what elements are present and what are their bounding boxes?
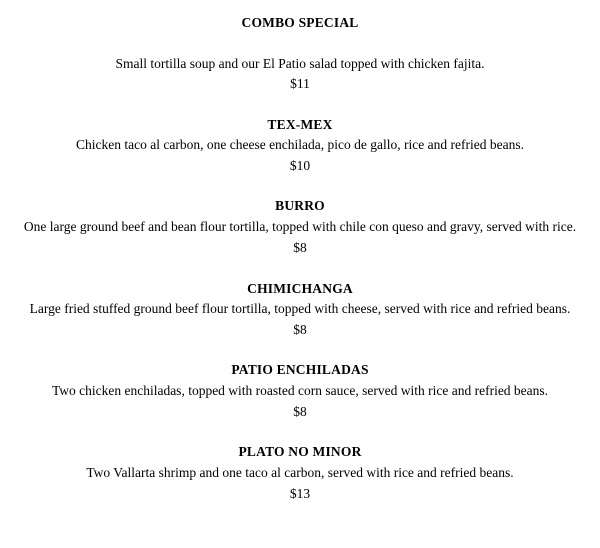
menu-item-price: $10 [289,158,311,173]
menu-item-price: $8 [293,240,307,255]
menu-item-title: BURRO [275,198,325,213]
menu-item-title: CHIMICHANGA [247,281,353,296]
menu-item-price: $13 [289,486,311,501]
menu-item-description: Two Vallarta shrimp and one taco al carbon, served with rice and refried beans. [86,465,514,480]
menu-item-description: Chicken taco al carbon, one cheese enchilada, pico de gallo, rice and refried beans. [76,137,524,152]
menu-item-description: One large ground beef and bean flour tortilla, topped with chile con queso and gravy, served with rice. [23,219,577,234]
menu-item-description: Small tortilla soup and our El Patio salad topped with chicken fajita. [115,56,485,71]
menu-item-price: $11 [290,76,310,91]
menu-item-description: Large fried stuffed ground beef flour tortilla, topped with cheese, served with rice and refried beans. [29,301,571,316]
menu-item-title: TEX-MEX [267,117,333,132]
menu-item-title: PLATO NO MINOR [238,444,362,459]
menu-item-price: $8 [293,322,307,337]
menu-item-price: $8 [293,404,307,419]
menu-item-description: Two chicken enchiladas, topped with roasted corn sauce, served with rice and refried beans. [51,383,549,398]
menu-item-title: PATIO ENCHILADAS [231,362,369,377]
menu-item-title: COMBO SPECIAL [241,15,359,30]
